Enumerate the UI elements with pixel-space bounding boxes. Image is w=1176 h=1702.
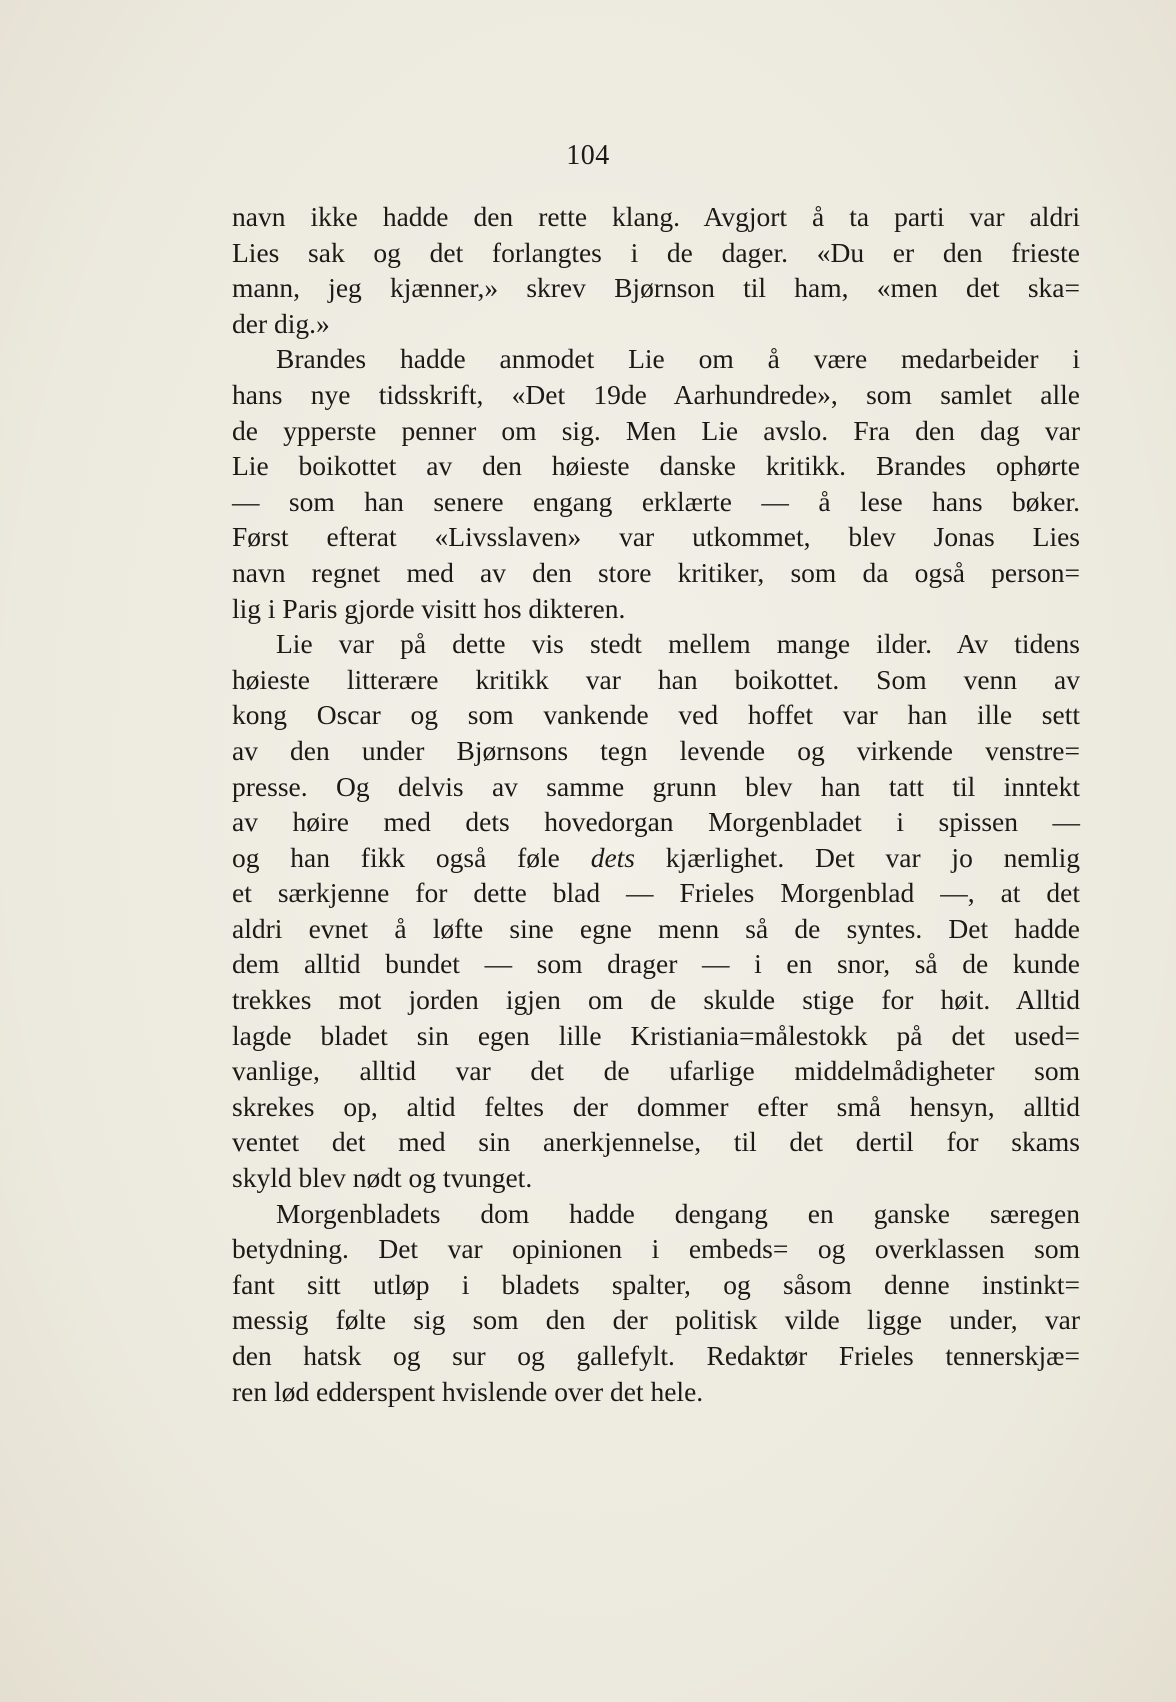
italic-word: dets [590,841,635,873]
text-line: Lies sak og det forlangtes i de dager. «Du er den frieste [232,236,1080,268]
text-line: av den under Bjørnsons tegn levende og virkende venstre= [232,734,1080,766]
text-line: lig i Paris gjorde visitt hos dikteren. [232,592,626,624]
text-line: hans nye tidsskrift, «Det 19de Aarhundrede», som samlet alle [232,378,1080,410]
text-line: kong Oscar og som vankende ved hoffet var han ille sett [232,699,1080,731]
text-line: et særkjenne for dette blad — Frieles Morgenblad —, at det [232,877,1080,909]
text-line: aldri evnet å løfte sine egne menn så de syntes. Det hadde [232,912,1080,944]
text-line: av høire med dets hovedorgan Morgenbladet i spissen — [232,806,1080,838]
text-line: skyld blev nødt og tvunget. [232,1162,533,1194]
text-segment: kjærlighet. Det var jo nemlig [635,841,1080,873]
text-line: betydning. Det var opinionen i embeds= og overklassen som [232,1233,1080,1265]
text-line: Lie var på dette vis stedt mellem mange ilder. Av tidens [276,628,1080,660]
text-line: — som han senere engang erklærte — å lese hans bøker. [232,485,1080,517]
text-line: lagde bladet sin egen lille Kristiania=målestokk på det used= [232,1019,1080,1051]
text-line: fant sitt utløp i bladets spalter, og såsom denne instinkt= [232,1268,1080,1300]
body-text [232,199,1080,1409]
text-line: Lie boikottet av den høieste danske kritikk. Brandes ophørte [232,450,1080,482]
text-line: mann, jeg kjænner,» skrev Bjørnson til ham, «men det ska= [232,272,1080,304]
text-line: trekkes mot jorden igjen om de skulde stige for høit. Alltid [232,984,1080,1016]
text-line: der dig.» [232,307,330,339]
page-number: 104 [566,140,610,171]
text-line: ren lød edderspent hvislende over det hele. [232,1375,704,1407]
text-line: høieste litterære kritikk var han boikottet. Som venn av [232,663,1080,695]
text-line: ventet det med sin anerkjennelse, til det dertil for skams [232,1126,1080,1158]
text-line: navn ikke hadde den rette klang. Avgjort å ta parti var aldri [232,201,1080,232]
text-line: presse. Og delvis av samme grunn blev han tatt til inntekt [232,770,1080,802]
text-segment: og han fikk også føle [232,841,591,873]
text-line: Brandes hadde anmodet Lie om å være medarbeider i [276,343,1080,375]
text-line: Morgenbladets dom hadde dengang en ganske særegen [276,1197,1080,1229]
text-line: messig følte sig som den der politisk vilde ligge under, var [232,1304,1080,1336]
text-line: de ypperste penner om sig. Men Lie avslo. Fra den dag var [232,414,1080,446]
text-line: vanlige, alltid var det de ufarlige middelmådigheter som [232,1055,1080,1087]
text-line: Først efterat «Livsslaven» var utkommet, blev Jonas Lies [232,521,1080,553]
text-line: skrekes op, altid feltes der dommer efter små hensyn, alltid [232,1090,1080,1122]
text-line-with-italic [232,840,1080,876]
text-line: den hatsk og sur og gallefylt. Redaktør Frieles tennerskjæ= [232,1340,1080,1371]
text-line: navn regnet med av den store kritiker, som da også person= [232,556,1080,588]
text-line: dem alltid bundet — som drager — i en snor, så de kunde [232,948,1080,980]
